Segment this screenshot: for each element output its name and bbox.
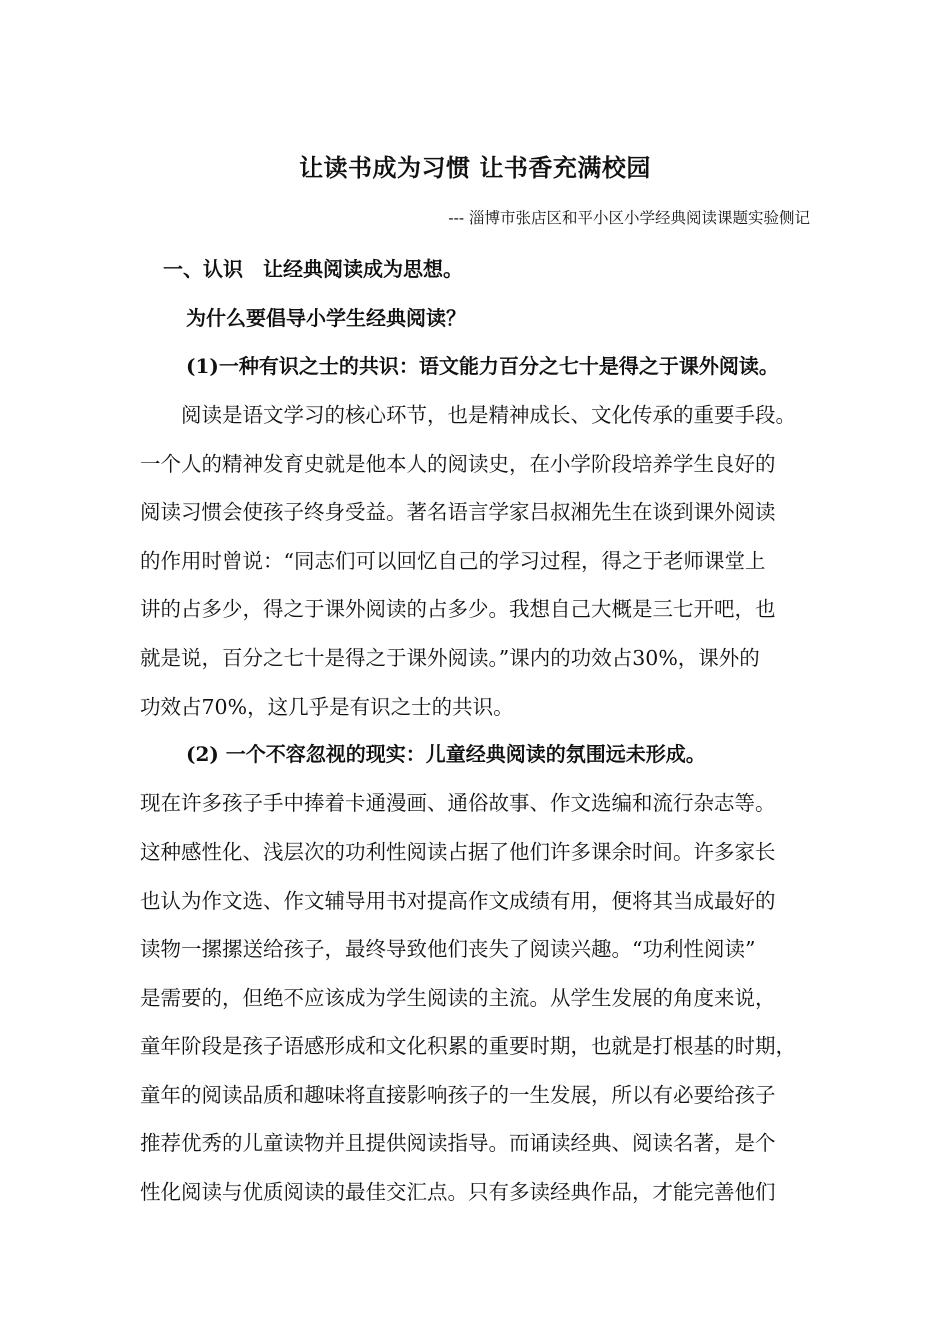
- paragraph-2-line: 这种感性化、浅层次的功利性阅读占据了他们许多课余时间。许多家长: [140, 840, 776, 864]
- paragraph-2-line: 性化阅读与优质阅读的最佳交汇点。只有多读经典作品，才能完善他们: [140, 1180, 776, 1204]
- paragraph-2-line: 童年阶段是孩子语感形成和文化积累的重要时期，也就是打根基的时期，: [140, 1034, 796, 1058]
- document-title: 让读书成为习惯 让书香充满校园: [299, 153, 651, 182]
- document-subtitle: --- 淄博市张店区和平小区小学经典阅读课题实验侧记: [448, 209, 810, 227]
- paragraph-2-line: 也认为作文选、作文辅导用书对提高作文成绩有用，便将其当成最好的: [140, 889, 776, 913]
- paragraph-2-line: 读物一摞摞送给孩子，最终导致他们丧失了阅读兴趣。“功利性阅读”: [140, 937, 756, 961]
- paragraph-1-line: 阅读是语文学习的核心环节，也是精神成长、文化传承的重要手段。: [140, 403, 796, 427]
- paragraph-2-line: 推荐优秀的儿童读物并且提供阅读指导。而诵读经典、阅读名著，是个: [140, 1131, 776, 1155]
- section-heading-1: 一、认识 让经典阅读成为思想。: [163, 257, 463, 281]
- paragraph-1-line: 阅读习惯会使孩子终身受益。著名语言学家吕叔湘先生在谈到课外阅读: [140, 500, 776, 524]
- paragraph-1-line: 一个人的精神发育史就是他本人的阅读史，在小学阶段培养学生良好的: [140, 452, 776, 476]
- paragraph-2-line: 童年的阅读品质和趣味将直接影响孩子的一生发展，所以有必要给孩子: [140, 1083, 776, 1107]
- question-heading: 为什么要倡导小学生经典阅读？: [186, 306, 466, 330]
- paragraph-1-line: 功效占70%，这几乎是有识之士的共识。: [140, 695, 514, 719]
- paragraph-1-line: 就是说，百分之七十是得之于课外阅读。”课内的功效占30%，课外的: [140, 646, 760, 670]
- paragraph-2-line: 是需要的，但绝不应该成为学生阅读的主流。从学生发展的角度来说，: [140, 986, 776, 1010]
- paragraph-1-line: 讲的占多少，得之于课外阅读的占多少。我想自己大概是三七开吧，也: [140, 597, 776, 621]
- point-heading-1: (1)一种有识之士的共识：语文能力百分之七十是得之于课外阅读。: [186, 354, 779, 378]
- paragraph-2-line: 现在许多孩子手中捧着卡通漫画、通俗故事、作文选编和流行杂志等。: [140, 791, 776, 815]
- paragraph-1-line: 的作用时曾说：“同志们可以回忆自己的学习过程，得之于老师课堂上: [140, 549, 766, 573]
- point-heading-2: (2) 一个不容忽视的现实：儿童经典阅读的氛围远未形成。: [186, 742, 706, 766]
